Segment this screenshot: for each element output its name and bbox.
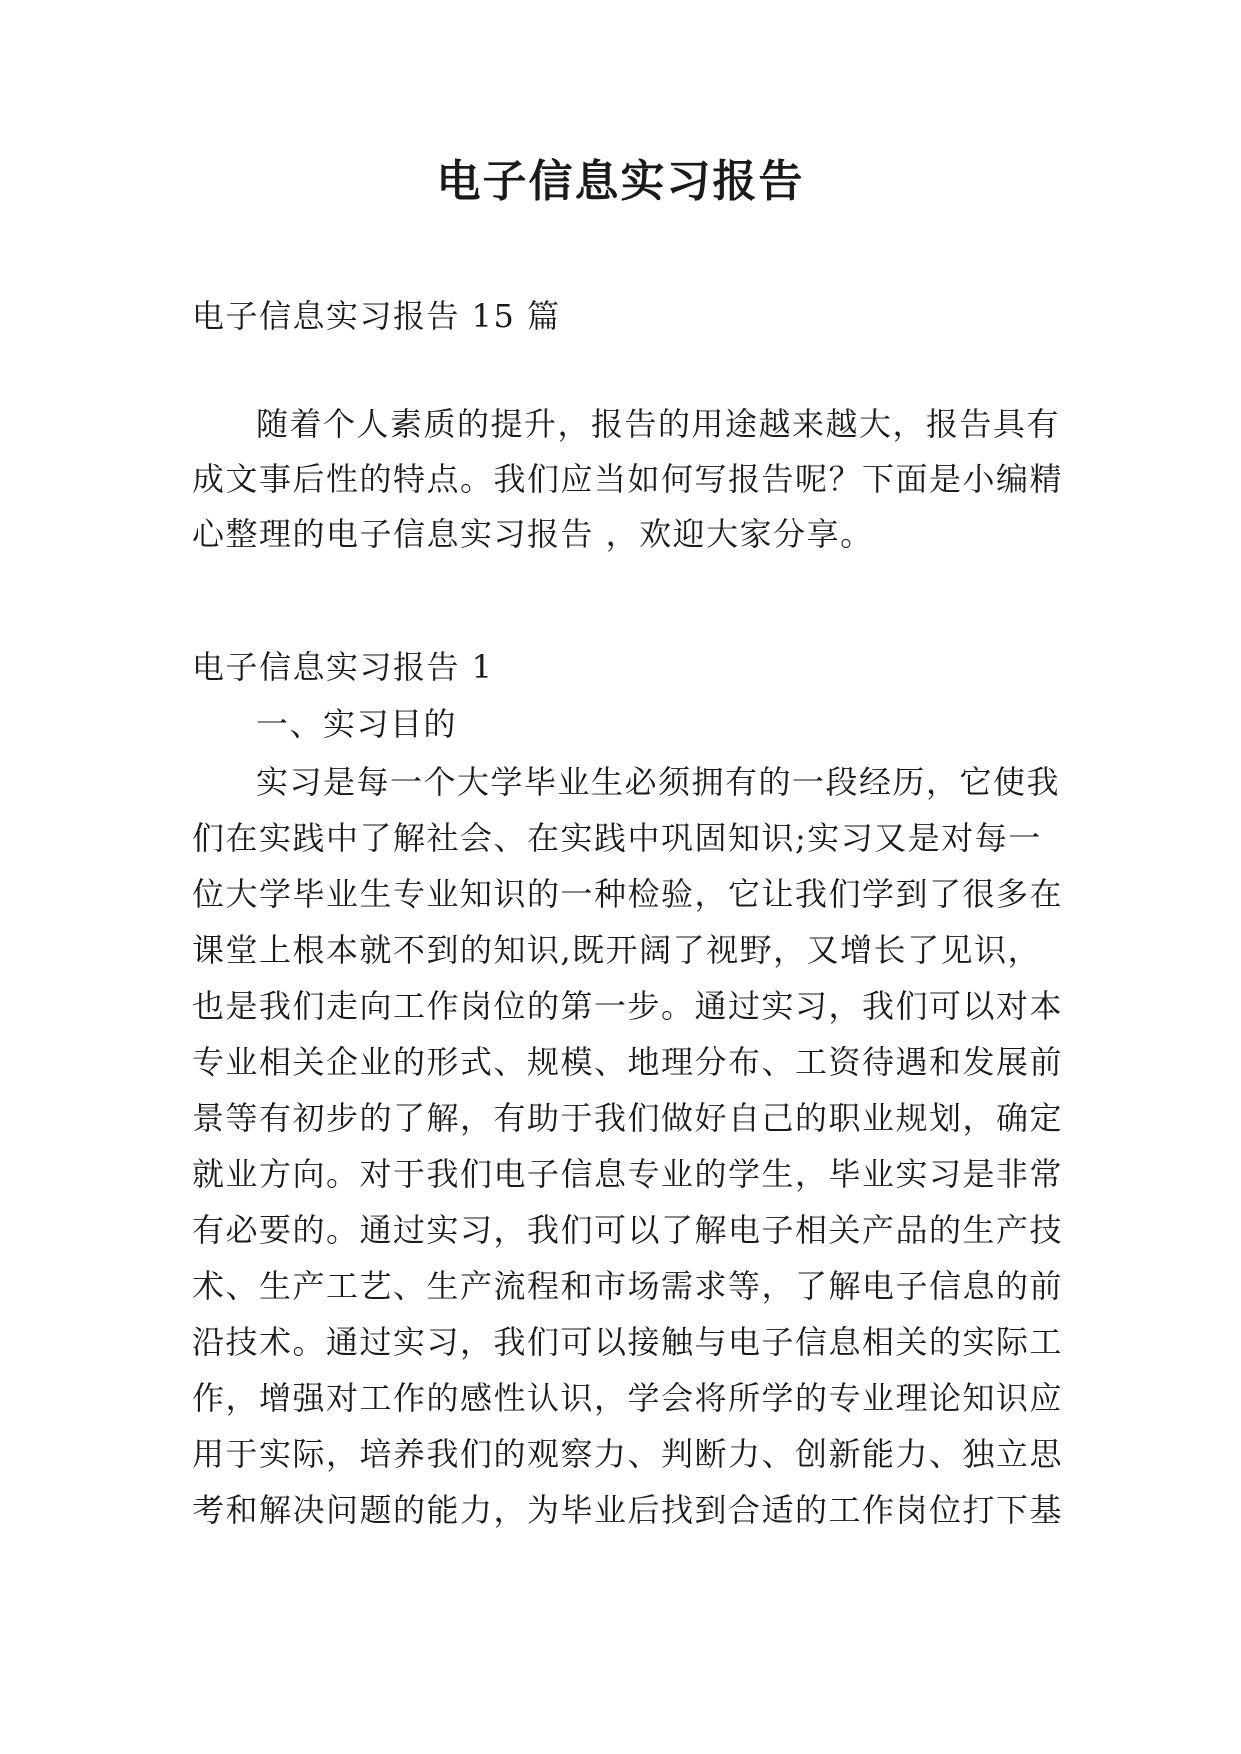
body-line: 作，增强对工作的感性认识，学会将所学的专业理论知识应 [192, 1379, 1064, 1417]
body-line: 也是我们走向工作岗位的第一步。通过实习，我们可以对本 [192, 987, 1064, 1025]
body-line: 们在实践中了解社会、在实践中巩固知识;实习又是对每一 [192, 819, 1042, 857]
body-line: 就业方向。对于我们电子信息专业的学生，毕业实习是非常 [192, 1155, 1064, 1193]
intro-line: 成文事后性的特点。我们应当如何写报告呢？下面是小编精 [192, 460, 1064, 498]
item-heading: 一、实习目的 [256, 705, 458, 743]
intro-line: 随着个人素质的提升，报告的用途越来越大，报告具有 [256, 405, 1061, 443]
body-line: 术、生产工艺、生产流程和市场需求等，了解电子信息的前 [192, 1267, 1064, 1305]
body-line: 用于实际，培养我们的观察力、判断力、创新能力、独立思 [192, 1435, 1064, 1473]
body-line: 有必要的。通过实习，我们可以了解电子相关产品的生产技 [192, 1211, 1064, 1249]
body-line: 专业相关企业的形式、规模、地理分布、工资待遇和发展前 [192, 1043, 1064, 1081]
body-line: 课堂上根本就不到的知识,既开阔了视野，又增长了见识， [192, 931, 1042, 969]
body-line: 沿技术。通过实习，我们可以接触与电子信息相关的实际工 [192, 1323, 1064, 1361]
document-subtitle: 电子信息实习报告 15 篇 [192, 297, 561, 335]
body-line: 实习是每一个大学毕业生必须拥有的一段经历，它使我 [256, 763, 1061, 801]
document-title: 电子信息实习报告 [436, 156, 805, 207]
body-line: 位大学毕业生专业知识的一种检验，它让我们学到了很多在 [192, 875, 1064, 913]
body-line: 考和解决问题的能力，为毕业后找到合适的工作岗位打下基 [192, 1491, 1064, 1529]
section-heading: 电子信息实习报告 1 [192, 648, 494, 686]
intro-line: 心整理的电子信息实习报告 ，欢迎大家分享。 [192, 515, 874, 553]
body-line: 景等有初步的了解，有助于我们做好自己的职业规划，确定 [192, 1099, 1064, 1137]
